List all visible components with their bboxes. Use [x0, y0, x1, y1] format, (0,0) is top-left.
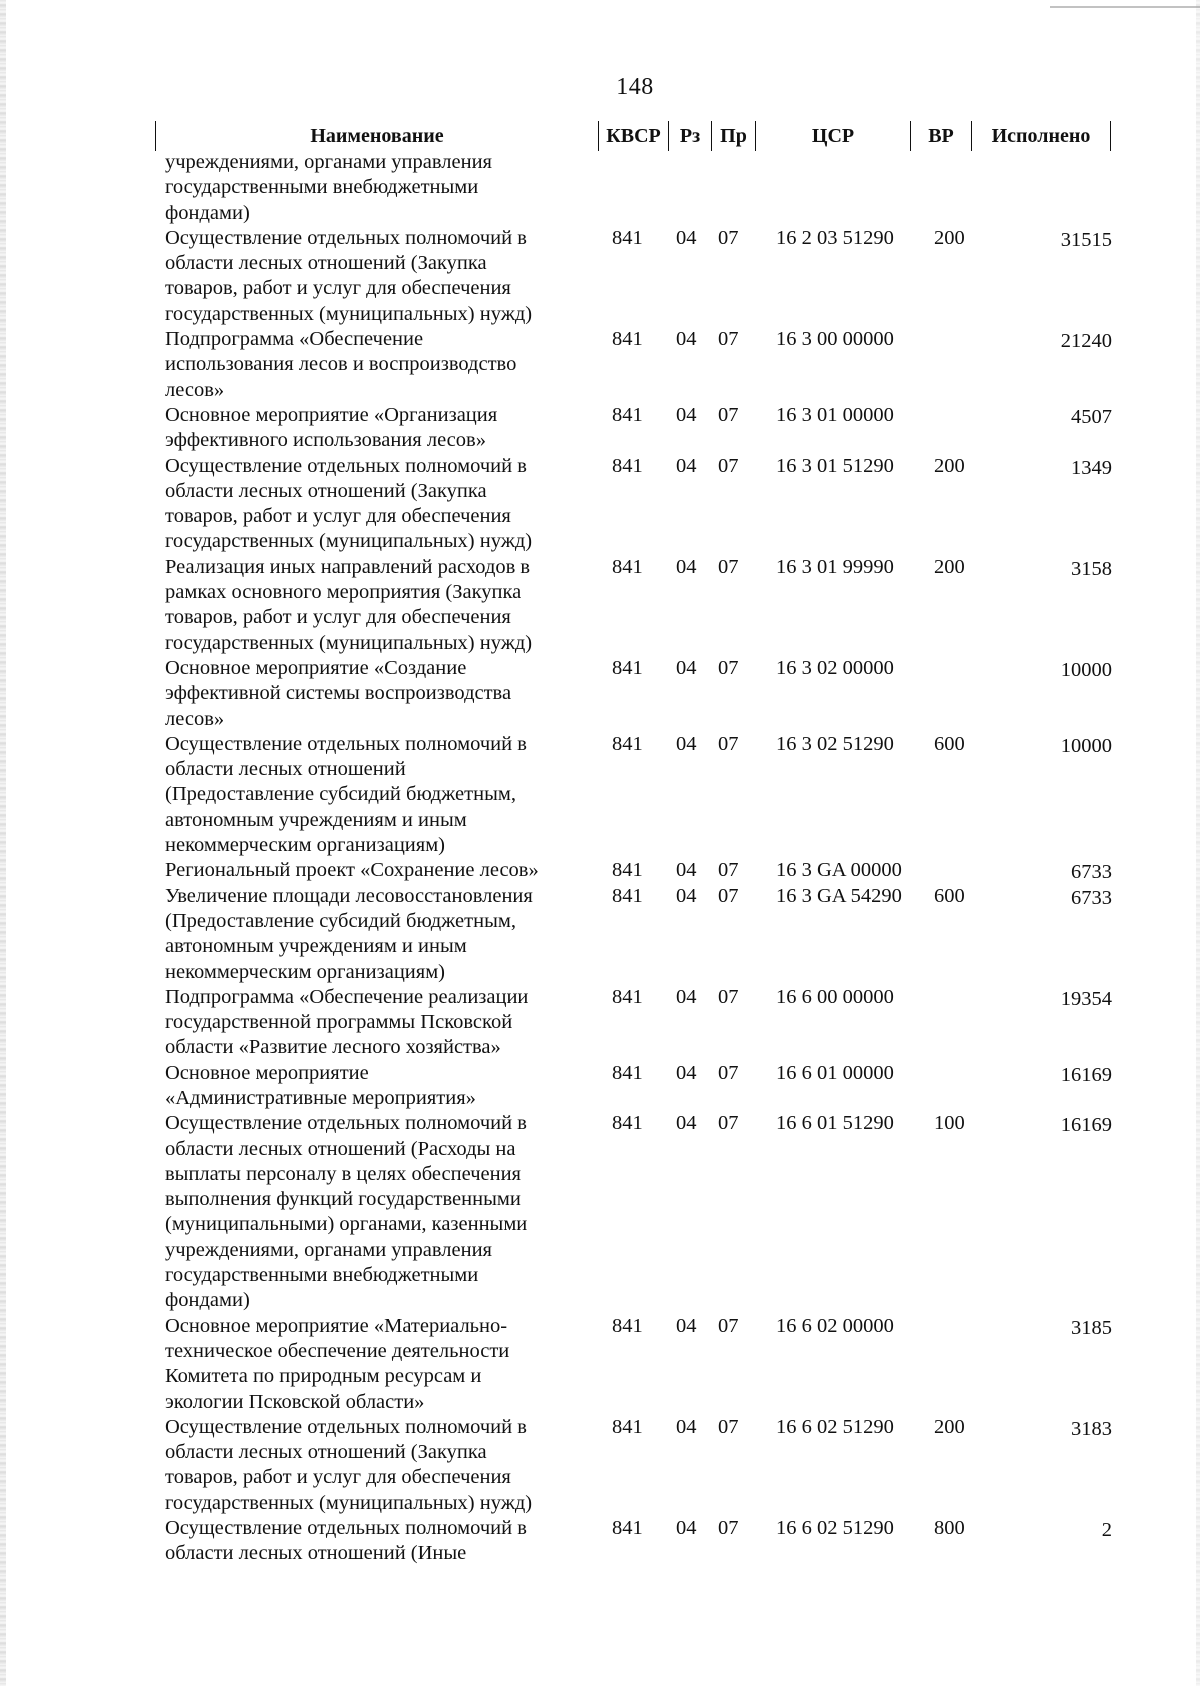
cell-executed: 21240 — [1060, 330, 1112, 353]
cell-csr: 16 3 01 00000 — [776, 403, 894, 426]
cell-csr: 16 6 02 51290 — [776, 1517, 894, 1540]
cell-name: Основное мероприятие «Материально- техническое обеспечение деятельности Комитета по природным ресурсам и экологии Псковской области» — [165, 1314, 510, 1413]
table-row — [0, 226, 1200, 327]
cell-rz: 04 — [676, 985, 697, 1008]
cell-pr: 07 — [718, 403, 739, 426]
cell-name: учреждениями, органами управления государственными внебюджетными фондами) — [165, 151, 492, 224]
cell-kvsr: 841 — [612, 1061, 643, 1084]
table-row — [0, 732, 1200, 858]
cell-vr: 800 — [934, 1517, 965, 1540]
cell-kvsr: 841 — [612, 1112, 643, 1135]
cell-pr: 07 — [718, 884, 739, 907]
cell-csr: 16 6 02 51290 — [776, 1415, 894, 1438]
cell-executed: 4507 — [1071, 405, 1112, 428]
cell-vr: 600 — [934, 884, 965, 907]
cell-kvsr: 841 — [612, 985, 643, 1008]
cell-rz: 04 — [676, 1415, 697, 1438]
cell-pr: 07 — [718, 1415, 739, 1438]
cell-executed: 10000 — [1060, 734, 1112, 757]
cell-rz: 04 — [676, 328, 697, 351]
cell-csr: 16 3 00 00000 — [776, 328, 894, 351]
cell-kvsr: 841 — [612, 1517, 643, 1540]
cell-kvsr: 841 — [612, 555, 643, 578]
cell-executed: 16169 — [1060, 1063, 1112, 1086]
cell-vr: 200 — [934, 1415, 965, 1438]
cell-executed: 31515 — [1060, 228, 1112, 251]
cell-executed: 6733 — [1071, 861, 1112, 884]
table-row — [0, 1415, 1200, 1516]
cell-pr: 07 — [718, 1112, 739, 1135]
cell-pr: 07 — [718, 328, 739, 351]
header-pr: Пр — [711, 121, 755, 151]
cell-kvsr: 841 — [612, 1314, 643, 1337]
header-csr: ЦСР — [755, 121, 910, 151]
table-row — [0, 150, 1200, 226]
table-row — [0, 1314, 1200, 1415]
cell-kvsr: 841 — [612, 884, 643, 907]
cell-kvsr: 841 — [612, 656, 643, 679]
cell-rz: 04 — [676, 884, 697, 907]
cell-vr: 200 — [934, 226, 965, 249]
cell-rz: 04 — [676, 1061, 697, 1084]
cell-pr: 07 — [718, 656, 739, 679]
cell-rz: 04 — [676, 226, 697, 249]
cell-csr: 16 6 01 51290 — [776, 1112, 894, 1135]
cell-rz: 04 — [676, 656, 697, 679]
cell-executed: 1349 — [1071, 456, 1112, 479]
table-row — [0, 327, 1200, 403]
cell-name: Основное мероприятие «Административные мероприятия» — [165, 1061, 476, 1109]
cell-pr: 07 — [718, 985, 739, 1008]
cell-rz: 04 — [676, 1112, 697, 1135]
cell-csr: 16 6 01 00000 — [776, 1061, 894, 1084]
cell-pr: 07 — [718, 555, 739, 578]
cell-csr: 16 3 GA 54290 — [776, 884, 902, 907]
table-row — [0, 1516, 1200, 1567]
cell-csr: 16 3 01 99990 — [776, 555, 894, 578]
cell-pr: 07 — [718, 1061, 739, 1084]
cell-pr: 07 — [718, 732, 739, 755]
table-row — [0, 1111, 1200, 1313]
cell-name: Увеличение площади лесовосстановления (Предоставление субсидий бюджетным, автономным учреждениям и иным некоммерческим организациям) — [165, 884, 533, 983]
table-row — [0, 403, 1200, 454]
cell-kvsr: 841 — [612, 732, 643, 755]
cell-rz: 04 — [676, 1314, 697, 1337]
cell-name: Подпрограмма «Обеспечение реализации государственной программы Псковской области «Развитие лесного хозяйства» — [165, 985, 529, 1059]
page-number: 148 — [616, 74, 654, 100]
cell-rz: 04 — [676, 732, 697, 755]
cell-name: Основное мероприятие «Организация эффективного использования лесов» — [165, 403, 498, 452]
cell-rz: 04 — [676, 454, 697, 477]
cell-pr: 07 — [718, 226, 739, 249]
cell-rz: 04 — [676, 555, 697, 578]
cell-kvsr: 841 — [612, 859, 643, 882]
cell-pr: 07 — [718, 454, 739, 477]
cell-name: Осуществление отдельных полномочий в области лесных отношений (Закупка товаров, работ и услуг для обеспечения государственных (муниципальных) нужд) — [165, 226, 533, 325]
header-name: Наименование — [155, 121, 598, 151]
cell-executed: 6733 — [1071, 886, 1112, 909]
cell-csr: 16 3 02 51290 — [776, 732, 894, 755]
table-row — [0, 985, 1200, 1061]
cell-vr: 600 — [934, 732, 965, 755]
cell-executed: 3158 — [1071, 557, 1112, 580]
cell-csr: 16 6 00 00000 — [776, 985, 894, 1008]
cell-executed: 2 — [1101, 1519, 1112, 1542]
cell-pr: 07 — [718, 1314, 739, 1337]
header-kvsr: КВСР — [598, 121, 668, 151]
cell-kvsr: 841 — [612, 226, 643, 249]
cell-vr: 200 — [934, 555, 965, 578]
cell-name: Осуществление отдельных полномочий в области лесных отношений (Закупка товаров, работ и услуг для обеспечения государственных (муниципальных) нужд) — [165, 454, 533, 553]
cell-name: Реализация иных направлений расходов в рамках основного мероприятия (Закупка товаров, работ и услуг для обеспечения государственных (муниципальных) нужд) — [165, 555, 533, 654]
cell-name: Осуществление отдельных полномочий в области лесных отношений (Иные — [165, 1517, 527, 1565]
table-row — [0, 858, 1200, 883]
cell-kvsr: 841 — [612, 403, 643, 426]
cell-name: Основное мероприятие «Создание эффективной системы воспроизводства лесов» — [165, 656, 512, 730]
cell-vr: 100 — [934, 1112, 965, 1135]
cell-kvsr: 841 — [612, 454, 643, 477]
cell-rz: 04 — [676, 403, 697, 426]
cell-name: Подпрограмма «Обеспечение использования лесов и воспроизводство лесов» — [165, 328, 517, 401]
cell-name: Осуществление отдельных полномочий в области лесных отношений (Закупка товаров, работ и услуг для обеспечения государственных (муниципальных) нужд) — [165, 1415, 533, 1514]
cell-executed: 3183 — [1071, 1417, 1112, 1440]
cell-pr: 07 — [718, 1517, 739, 1540]
cell-kvsr: 841 — [612, 328, 643, 351]
table-row — [0, 656, 1200, 732]
table-row — [0, 555, 1200, 656]
table-row — [0, 1061, 1200, 1112]
cell-executed: 10000 — [1060, 658, 1112, 681]
cell-csr: 16 6 02 00000 — [776, 1314, 894, 1337]
table-body — [0, 150, 1200, 1567]
cell-csr: 16 3 02 00000 — [776, 656, 894, 679]
cell-kvsr: 841 — [612, 1415, 643, 1438]
cell-name: Осуществление отдельных полномочий в области лесных отношений (Предоставление субсидий бюджетным, автономным учреждениям и иным некоммерческим организациям) — [165, 732, 527, 857]
header-rz: Рз — [668, 121, 711, 151]
header-executed: Исполнено — [971, 121, 1111, 151]
cell-rz: 04 — [676, 859, 697, 882]
cell-pr: 07 — [718, 859, 739, 882]
cell-csr: 16 3 GA 00000 — [776, 859, 902, 882]
cell-rz: 04 — [676, 1517, 697, 1540]
cell-name: Региональный проект «Сохранение лесов» — [165, 859, 539, 882]
cell-executed: 3185 — [1071, 1316, 1112, 1339]
table-row — [0, 454, 1200, 555]
cell-executed: 19354 — [1060, 987, 1112, 1010]
cell-vr: 200 — [934, 454, 965, 477]
cell-csr: 16 2 03 51290 — [776, 226, 894, 249]
table-row — [0, 884, 1200, 985]
scan-top-mark — [1050, 6, 1200, 8]
cell-csr: 16 3 01 51290 — [776, 454, 894, 477]
cell-executed: 16169 — [1060, 1114, 1112, 1137]
header-vr: ВР — [910, 121, 971, 151]
cell-name: Осуществление отдельных полномочий в области лесных отношений (Расходы на выплаты персоналу в целях обеспечения выполнения функций государственными (муниципальными) органами, казенными учреждениями, органами управления государственными внебюджетными фондами) — [165, 1112, 528, 1312]
